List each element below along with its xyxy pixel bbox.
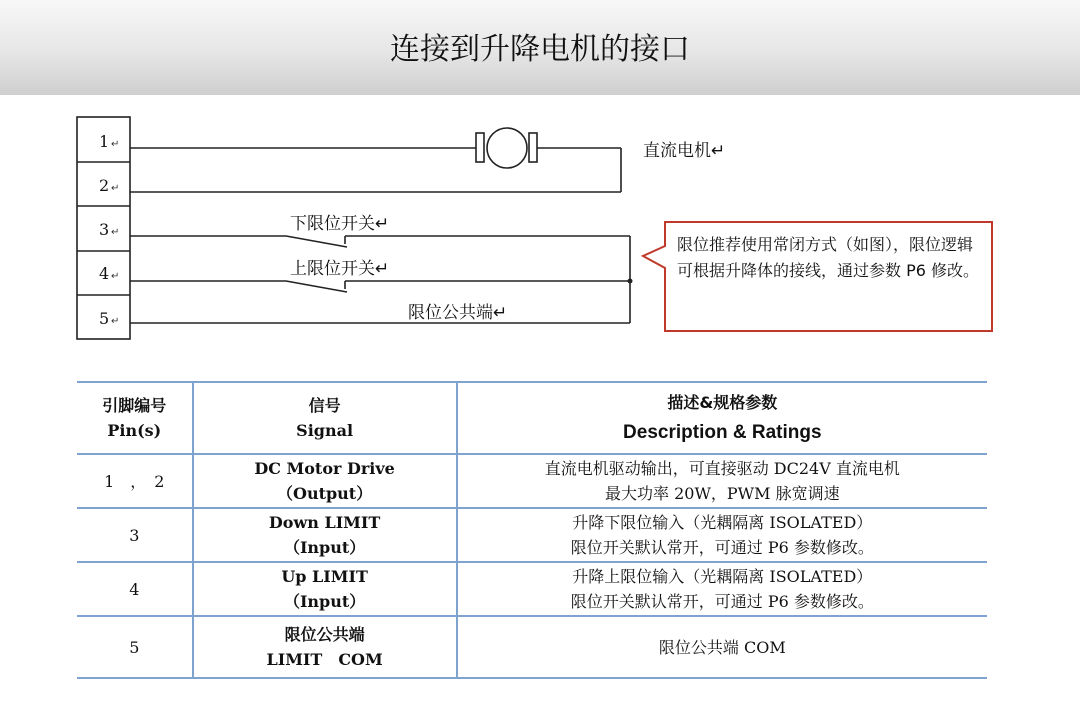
signal-direction: LIMIT COM [266,650,383,669]
pin-cell: 4 [77,562,193,616]
header-desc [457,382,987,454]
header-desc-en: Description & Ratings [623,422,822,443]
pin-spec-table [77,381,987,679]
header-signal-cn: 信号 [308,396,341,415]
table-row [77,508,987,562]
callout-note: 限位推荐使用常闭方式（如图），限位逻辑可根据升降体的接线，通过参数 P6 修改。 [677,235,980,280]
desc-line-2: 限位开关默认常开，可通过 P6 参数修改。 [570,538,874,557]
header-pin-cn: 引脚编号 [102,396,167,415]
pin-label-1: 1 [99,132,110,151]
desc-line-2: 最大功率 20W，PWM 脉宽调速 [605,484,840,503]
pin-mark: ↵ [111,271,120,282]
header-pin-en: Pin(s) [107,421,162,440]
signal-name: Down LIMIT [268,513,381,532]
signal-direction: （Input） [283,538,366,557]
signal-direction: （Output） [277,484,373,503]
motor-circuit [130,128,621,192]
desc-line-2: 限位开关默认常开，可通过 P6 参数修改。 [570,592,874,611]
up-switch-label: 上限位开关↵ [290,259,390,279]
signal-name: Up LIMIT [281,567,368,586]
junction-dot [628,279,633,284]
pin-mark: ↵ [111,316,120,327]
header-pin [77,382,193,454]
pin-mark: ↵ [111,183,120,194]
desc-line-1: 限位公共端 COM [658,637,786,657]
page-title: 连接到升降电机的接口 [390,32,690,67]
signal-direction: （Input） [283,592,366,611]
signal-name: DC Motor Drive [254,459,395,478]
pin-mark: ↵ [111,227,120,238]
table-row [77,562,987,616]
table-row [77,616,987,678]
pin-cell: 1 ， 2 [77,454,193,508]
pin-mark: ↵ [111,139,120,150]
table-header-row [77,382,987,454]
common-label: 限位公共端↵ [408,303,508,323]
signal-name: 限位公共端 [284,625,365,644]
header-desc-cn: 描述&规格参数 [667,393,778,412]
pin-label-2: 2 [99,176,110,195]
pin-cell: 5 [77,616,193,678]
desc-line-1: 升降上限位输入（光耦隔离 ISOLATED） [572,567,873,586]
pin-cell: 3 [77,508,193,562]
down-switch-label: 下限位开关↵ [290,214,390,234]
pin-label-5: 5 [99,309,110,328]
desc-line-1: 升降下限位输入（光耦隔离 ISOLATED） [572,513,873,532]
pin-label-4: 4 [99,264,110,283]
desc-line-1: 直流电机驱动输出，可直接驱动 DC24V 直流电机 [544,459,900,478]
header-signal-en: Signal [296,421,354,440]
motor-label: 直流电机↵ [643,141,726,161]
limit-circuit [130,236,630,323]
pin-label-3: 3 [99,220,110,239]
table-row [77,454,987,508]
header-signal [193,382,457,454]
